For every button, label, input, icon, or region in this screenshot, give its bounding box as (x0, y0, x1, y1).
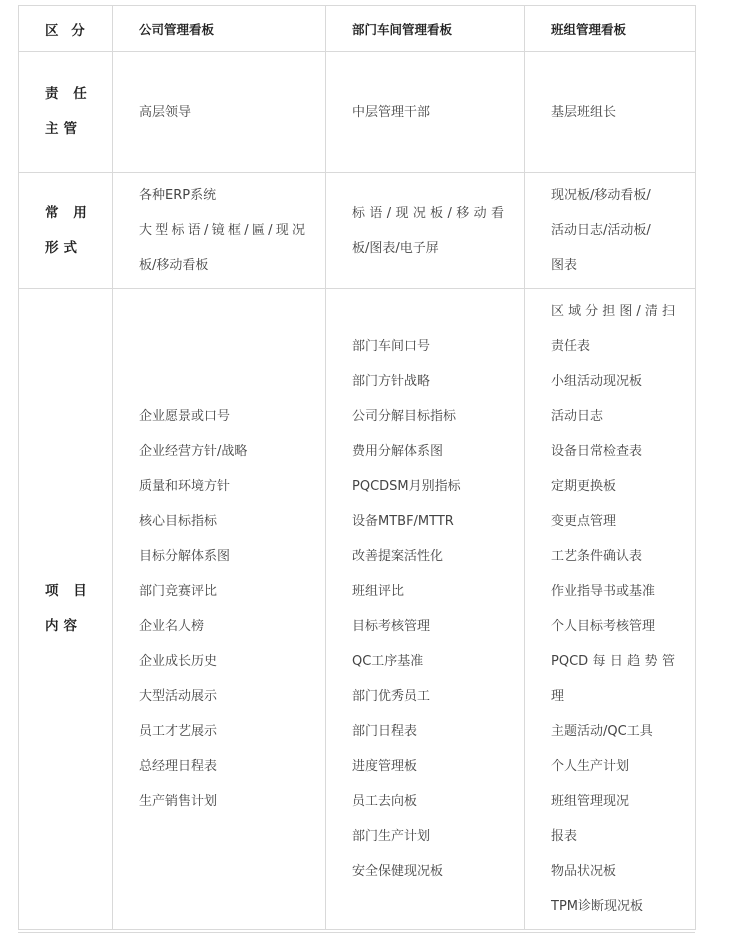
list-item: 部门车间口号 (352, 339, 431, 354)
list-item: 部门生产计划 (352, 829, 431, 844)
row-label-line: 主管 (45, 121, 82, 137)
list-item: 区域分担图/清扫 (551, 304, 675, 319)
row-label-common-form (19, 173, 113, 289)
list-item: 报表 (551, 829, 578, 844)
table-row-content-items (19, 289, 696, 930)
cell-department-content-items (326, 289, 525, 930)
list-item: 个人目标考核管理 (551, 619, 656, 634)
header-category: 区 分 (19, 6, 113, 52)
cell-company-content-items (113, 289, 326, 930)
list-item: 质量和环境方针 (139, 479, 231, 494)
cell-line: 大型标语/镜框/匾/现况 (139, 223, 305, 238)
list-item: 设备MTBF/MTTR (352, 514, 454, 529)
cell-department-common-form (326, 173, 525, 289)
list-item: QC工序基准 (352, 654, 424, 669)
cell-line: 板/移动看板 (139, 258, 209, 273)
row-label-content-items (19, 289, 113, 930)
list-item: 员工去向板 (352, 794, 418, 809)
list-item: 班组管理现况 (551, 794, 630, 809)
row-label-responsibility (19, 52, 113, 173)
list-item: 生产销售计划 (139, 794, 218, 809)
table-header-row (19, 6, 696, 52)
list-item: 物品状况板 (551, 864, 617, 879)
list-item: 企业愿景或口号 (139, 409, 231, 424)
table-bottom-divider (18, 932, 695, 933)
list-item: 班组评比 (352, 584, 405, 599)
list-item: 部门竞赛评比 (139, 584, 218, 599)
list-item: 核心目标指标 (139, 514, 218, 529)
list-item: 企业成长历史 (139, 654, 218, 669)
list-item: 工艺条件确认表 (551, 549, 643, 564)
row-label-line: 形式 (45, 239, 82, 256)
cell-line: 各种ERP系统 (139, 188, 217, 203)
cell-line: 现况板/移动看板/ (551, 188, 651, 203)
list-item: 个人生产计划 (551, 759, 630, 774)
row-label-line: 内容 (45, 618, 82, 634)
list-item: 目标考核管理 (352, 619, 431, 634)
list-item: 安全保健现况板 (352, 864, 444, 879)
list-item: 定期更换板 (551, 479, 617, 494)
list-item: 理 (551, 689, 565, 704)
list-item: 变更点管理 (551, 514, 617, 529)
list-item: 责任表 (551, 339, 591, 354)
cell-team-responsibility (525, 52, 696, 173)
list-item: PQCDSM月别指标 (352, 479, 461, 494)
list-item: 改善提案活性化 (352, 549, 444, 564)
kanban-comparison-table (18, 5, 696, 930)
header-company-board: 公司管理看板 (113, 6, 326, 52)
list-item: 小组活动现况板 (551, 374, 643, 389)
list-item: 员工才艺展示 (139, 724, 218, 739)
cell-line: 活动日志/活动板/ (551, 223, 651, 238)
header-department-board: 部门车间管理看板 (326, 6, 525, 52)
row-label-line: 常 用 (45, 204, 92, 221)
cell-department-responsibility (326, 52, 525, 173)
list-item: 部门优秀员工 (352, 689, 431, 704)
cell-company-responsibility (113, 52, 326, 173)
cell-line: 基层班组长 (551, 104, 617, 120)
cell-line: 中层管理干部 (352, 104, 431, 120)
list-item: 公司分解目标指标 (352, 409, 457, 424)
list-item: PQCD每日趋势管 (551, 654, 675, 669)
list-item: 企业经营方针/战略 (139, 444, 248, 459)
list-item: 大型活动展示 (139, 689, 218, 704)
table-row-responsibility (19, 52, 696, 173)
cell-line: 图表 (551, 258, 578, 273)
row-label-line: 责 任 (45, 86, 92, 102)
cell-team-common-form (525, 173, 696, 289)
list-item: 设备日常检查表 (551, 444, 643, 459)
list-item: TPM诊断现况板 (551, 899, 643, 914)
table-row-common-form (19, 173, 696, 289)
cell-line: 高层领导 (139, 104, 192, 120)
header-team-board: 班组管理看板 (525, 6, 696, 52)
list-item: 总经理日程表 (139, 759, 218, 774)
list-item: 企业名人榜 (139, 619, 205, 634)
list-item: 费用分解体系图 (352, 444, 444, 459)
cell-company-common-form (113, 173, 326, 289)
cell-team-content-items (525, 289, 696, 930)
list-item: 作业指导书或基准 (551, 584, 656, 599)
row-label-line: 项 目 (45, 583, 92, 599)
kanban-comparison-table-wrapper (18, 5, 695, 930)
list-item: 进度管理板 (352, 759, 418, 774)
list-item: 活动日志 (551, 409, 604, 424)
list-item: 部门方针战略 (352, 374, 431, 389)
list-item: 目标分解体系图 (139, 549, 231, 564)
list-item: 主题活动/QC工具 (551, 724, 653, 739)
list-item: 部门日程表 (352, 724, 418, 739)
cell-line: 板/图表/电子屏 (352, 240, 439, 256)
cell-line: 标语/现况板/移动看 (352, 205, 504, 221)
